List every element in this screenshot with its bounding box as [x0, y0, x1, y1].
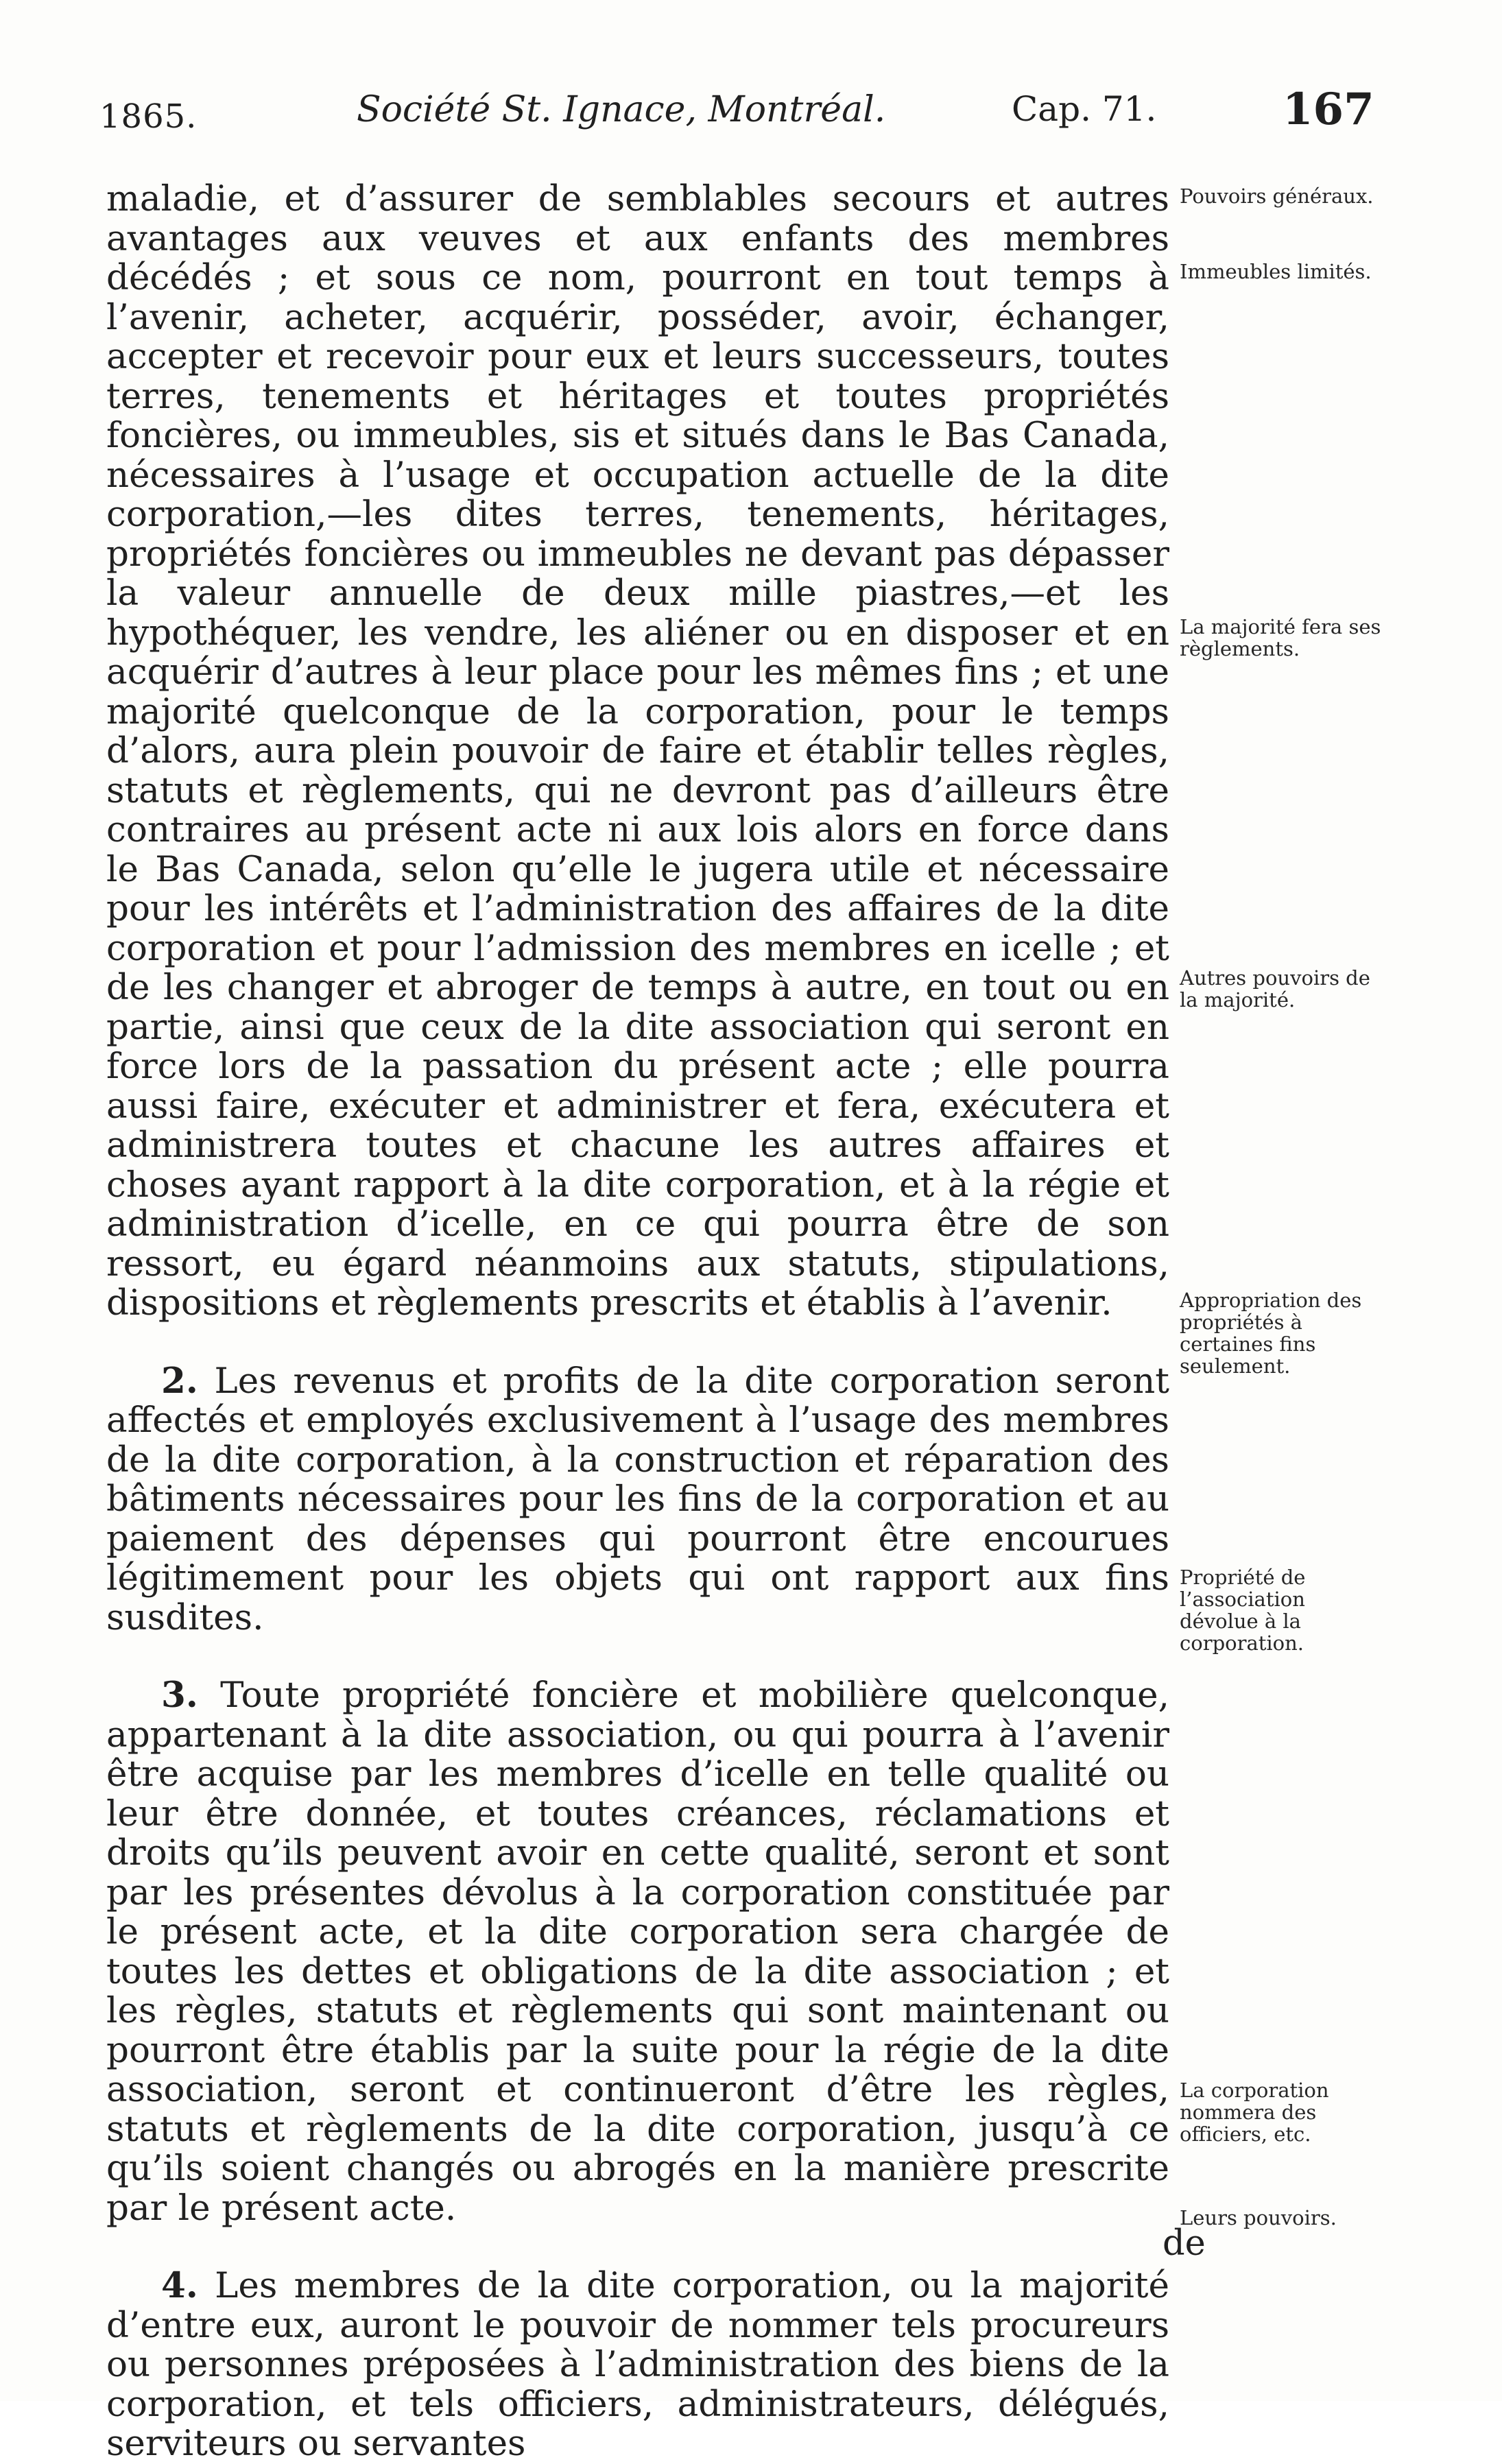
- section-4: [106, 2266, 1169, 2464]
- section-3: [106, 1676, 1169, 2228]
- page-number: 167: [1283, 84, 1374, 135]
- margin-note: Immeubles limités.: [1180, 260, 1372, 283]
- margin-note: Autres pouvoirs de la majorité.: [1180, 966, 1370, 1012]
- catchword: de: [1163, 2223, 1206, 2264]
- margin-note: La majorité fera ses règlements.: [1180, 615, 1381, 660]
- header-title: Société St. Ignace, Montréal.: [357, 89, 886, 130]
- paragraph-text: Les membres de la dite corporation, ou la majorité d’entre eux, auront le pouvoir de nommer tels procureurs ou personnes préposées à l’administration des biens de la corporation, et tels officiers, administrateurs, délégués, serviteurs ou servantes: [106, 2265, 1169, 2464]
- running-header: [99, 84, 1374, 151]
- body-text: [106, 180, 1169, 2464]
- margin-note: Leurs pouvoirs.: [1180, 2206, 1337, 2229]
- section-2: [106, 1362, 1169, 1638]
- section-number: 2.: [161, 1360, 198, 1402]
- margin-note: Pouvoirs généraux.: [1180, 184, 1374, 208]
- paragraph-continuation: [106, 180, 1169, 1324]
- section-number: 4.: [161, 2265, 198, 2306]
- margin-note: La corporation nommera des officiers, etc.: [1180, 2079, 1329, 2146]
- margin-note: Appropriation des propriétés à certaines fins seulement.: [1180, 1289, 1362, 1378]
- paragraph-text: Les revenus et profits de la dite corporation seront affectés et employés exclusivement à l’usage des membres de la dite corporation, à la construction et réparation des bâtiments nécessaires pour les fins de la corporation et au paiement des dépenses qui pourront être encourues légitimement pour les objets qui ont rapport aux fins susdites.: [106, 1360, 1169, 1638]
- paragraph-text: maladie, et d’assurer de semblables secours et autres avantages aux veuves et aux enfants des membres décédés ; et sous ce nom, pourront en tout temps à l’avenir, acheter, acquérir, posséder, avoir, échanger, accepter et recevoir pour eux et leurs successeurs, toutes terres, tenements et héritages et toutes propriétés foncières, ou immeubles, sis et situés dans le Bas Canada, nécessaires à l’usage et occupation actuelle de la dite corporation,—les dites terres, tenements, héritages, propriétés foncières ou immeubles ne devant pas dépasser la valeur annuelle de deux mille piastres,—et les hypothéquer, les vendre, les aliéner ou en disposer et en acquérir d’autres à leur place pour les mêmes fins ; et une majorité quelconque de la corporation, pour le temps d’alors, aura plein pouvoir de faire et établir telles règles, statuts et règlements, qui ne devront pas d’ailleurs être contraires au présent acte ni aux lois alors en force dans le Bas Canada, selon qu’elle le jugera utile et nécessaire pour les intérêts et l’administration des affaires de la dite corporation et pour l’admission des membres en icelle ; et de les changer et abroger de temps à autre, en tout ou en partie, ainsi que ceux de la dite association qui seront en force lors de la passation du présent acte ; elle pourra aussi faire, exécuter et administrer et fera, exécutera et administrera toutes et chacune les autres affaires et choses ayant rapport à la dite corporation, et à la régie et administration d’icelle, en ce qui pourra être de son ressort, eu égard néanmoins aux statuts, stipulations, dispositions et règlements prescrits et établis à l’avenir.: [106, 178, 1169, 1324]
- paragraph-text: Toute propriété foncière et mobilière quelconque, appartenant à la dite association, ou qui pourra à l’avenir être acquise par les membres d’icelle en telle qualité ou leur être donnée, et toutes créances, réclamations et droits qu’ils peuvent avoir en cette qualité, seront et sont par les présentes dévolus à la corporation constituée par le présent acte, et la dite corporation sera chargée de toutes les dettes et obligations de la dite association ; et les règles, statuts et règlements qui sont maintenant ou pourront être établis par la suite pour la régie de la dite association, seront et continueront d’être les règles, statuts et règlements de la dite corporation, jusqu’à ce qu’ils soient changés ou abrogés en la manière prescrite par le présent acte.: [106, 1675, 1169, 2229]
- header-year: 1865.: [99, 97, 198, 136]
- margin-note: Propriété de l’association dévolue à la corporation.: [1180, 1566, 1306, 1655]
- section-number: 3.: [161, 1675, 198, 1716]
- header-chapter: Cap. 71.: [1012, 89, 1157, 129]
